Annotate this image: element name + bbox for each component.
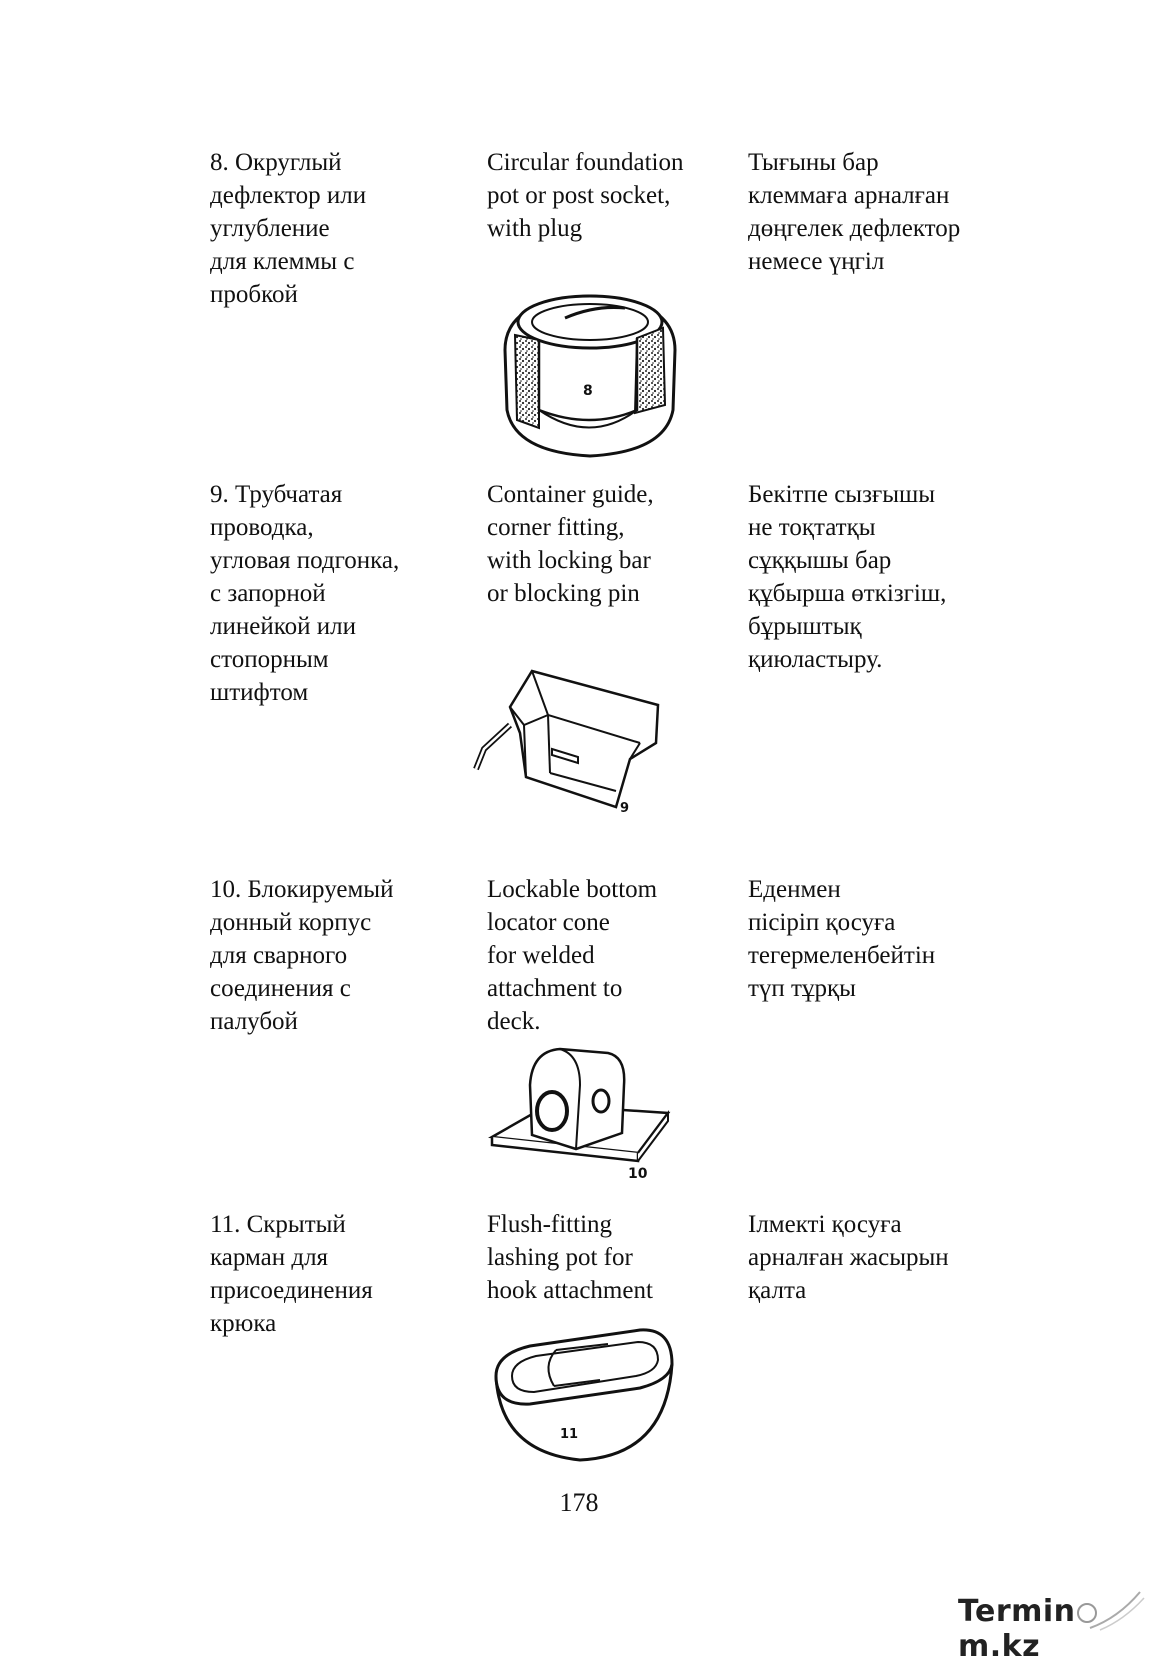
term-kazakh: Бекітпе сызғышы не тоқтатқы сұққышы бар құбырша өткізгіш, бұрыштық қиюластыру. [748,481,947,673]
lashing-pot-illustration [490,1320,680,1470]
figure-label: 9 [620,801,630,816]
locator-cone-illustration [488,1045,678,1185]
term-russian: 9. Трубчатая проводка, угловая подгонка, с запорной линейкой или стопорным штифтом [210,481,400,706]
figure-label: 10 [628,1166,648,1182]
termincom-logo: Terminm.kz [940,1588,1145,1632]
term-kazakh: Ілмекті қосуға арналған жасырын қалта [748,1211,949,1304]
term-english: Circular foundation pot or post socket, with plug [487,149,684,242]
term-english: Flush-fitting lashing pot for hook attachment [487,1211,653,1304]
figure-label: 11 [560,1427,579,1442]
term-kazakh: Тығыны бар клеммаға арналған дөңгелек дефлектор немесе үңгіл [748,149,961,275]
page-number: 178 [559,1488,599,1517]
foundation-pot-illustration [495,280,685,460]
term-english: Lockable bottom locator cone for welded attachment to deck. [487,876,658,1035]
term-russian: 10. Блокируемый донный корпус для сварного соединения с палубой [210,876,394,1035]
term-english: Container guide, corner fitting, with locking bar or blocking pin [487,481,654,607]
term-russian: 8. Округлый дефлектор или углубление для клеммы с пробкой [210,149,367,308]
term-kazakh: Еденмен пісіріп қосуға тегермеленбейтін түп тұрқы [748,876,936,1002]
figure-label: 8 [583,383,593,399]
term-russian: 11. Скрытый карман для присоединения крюка [210,1211,373,1337]
corner-fitting-illustration [470,665,670,825]
